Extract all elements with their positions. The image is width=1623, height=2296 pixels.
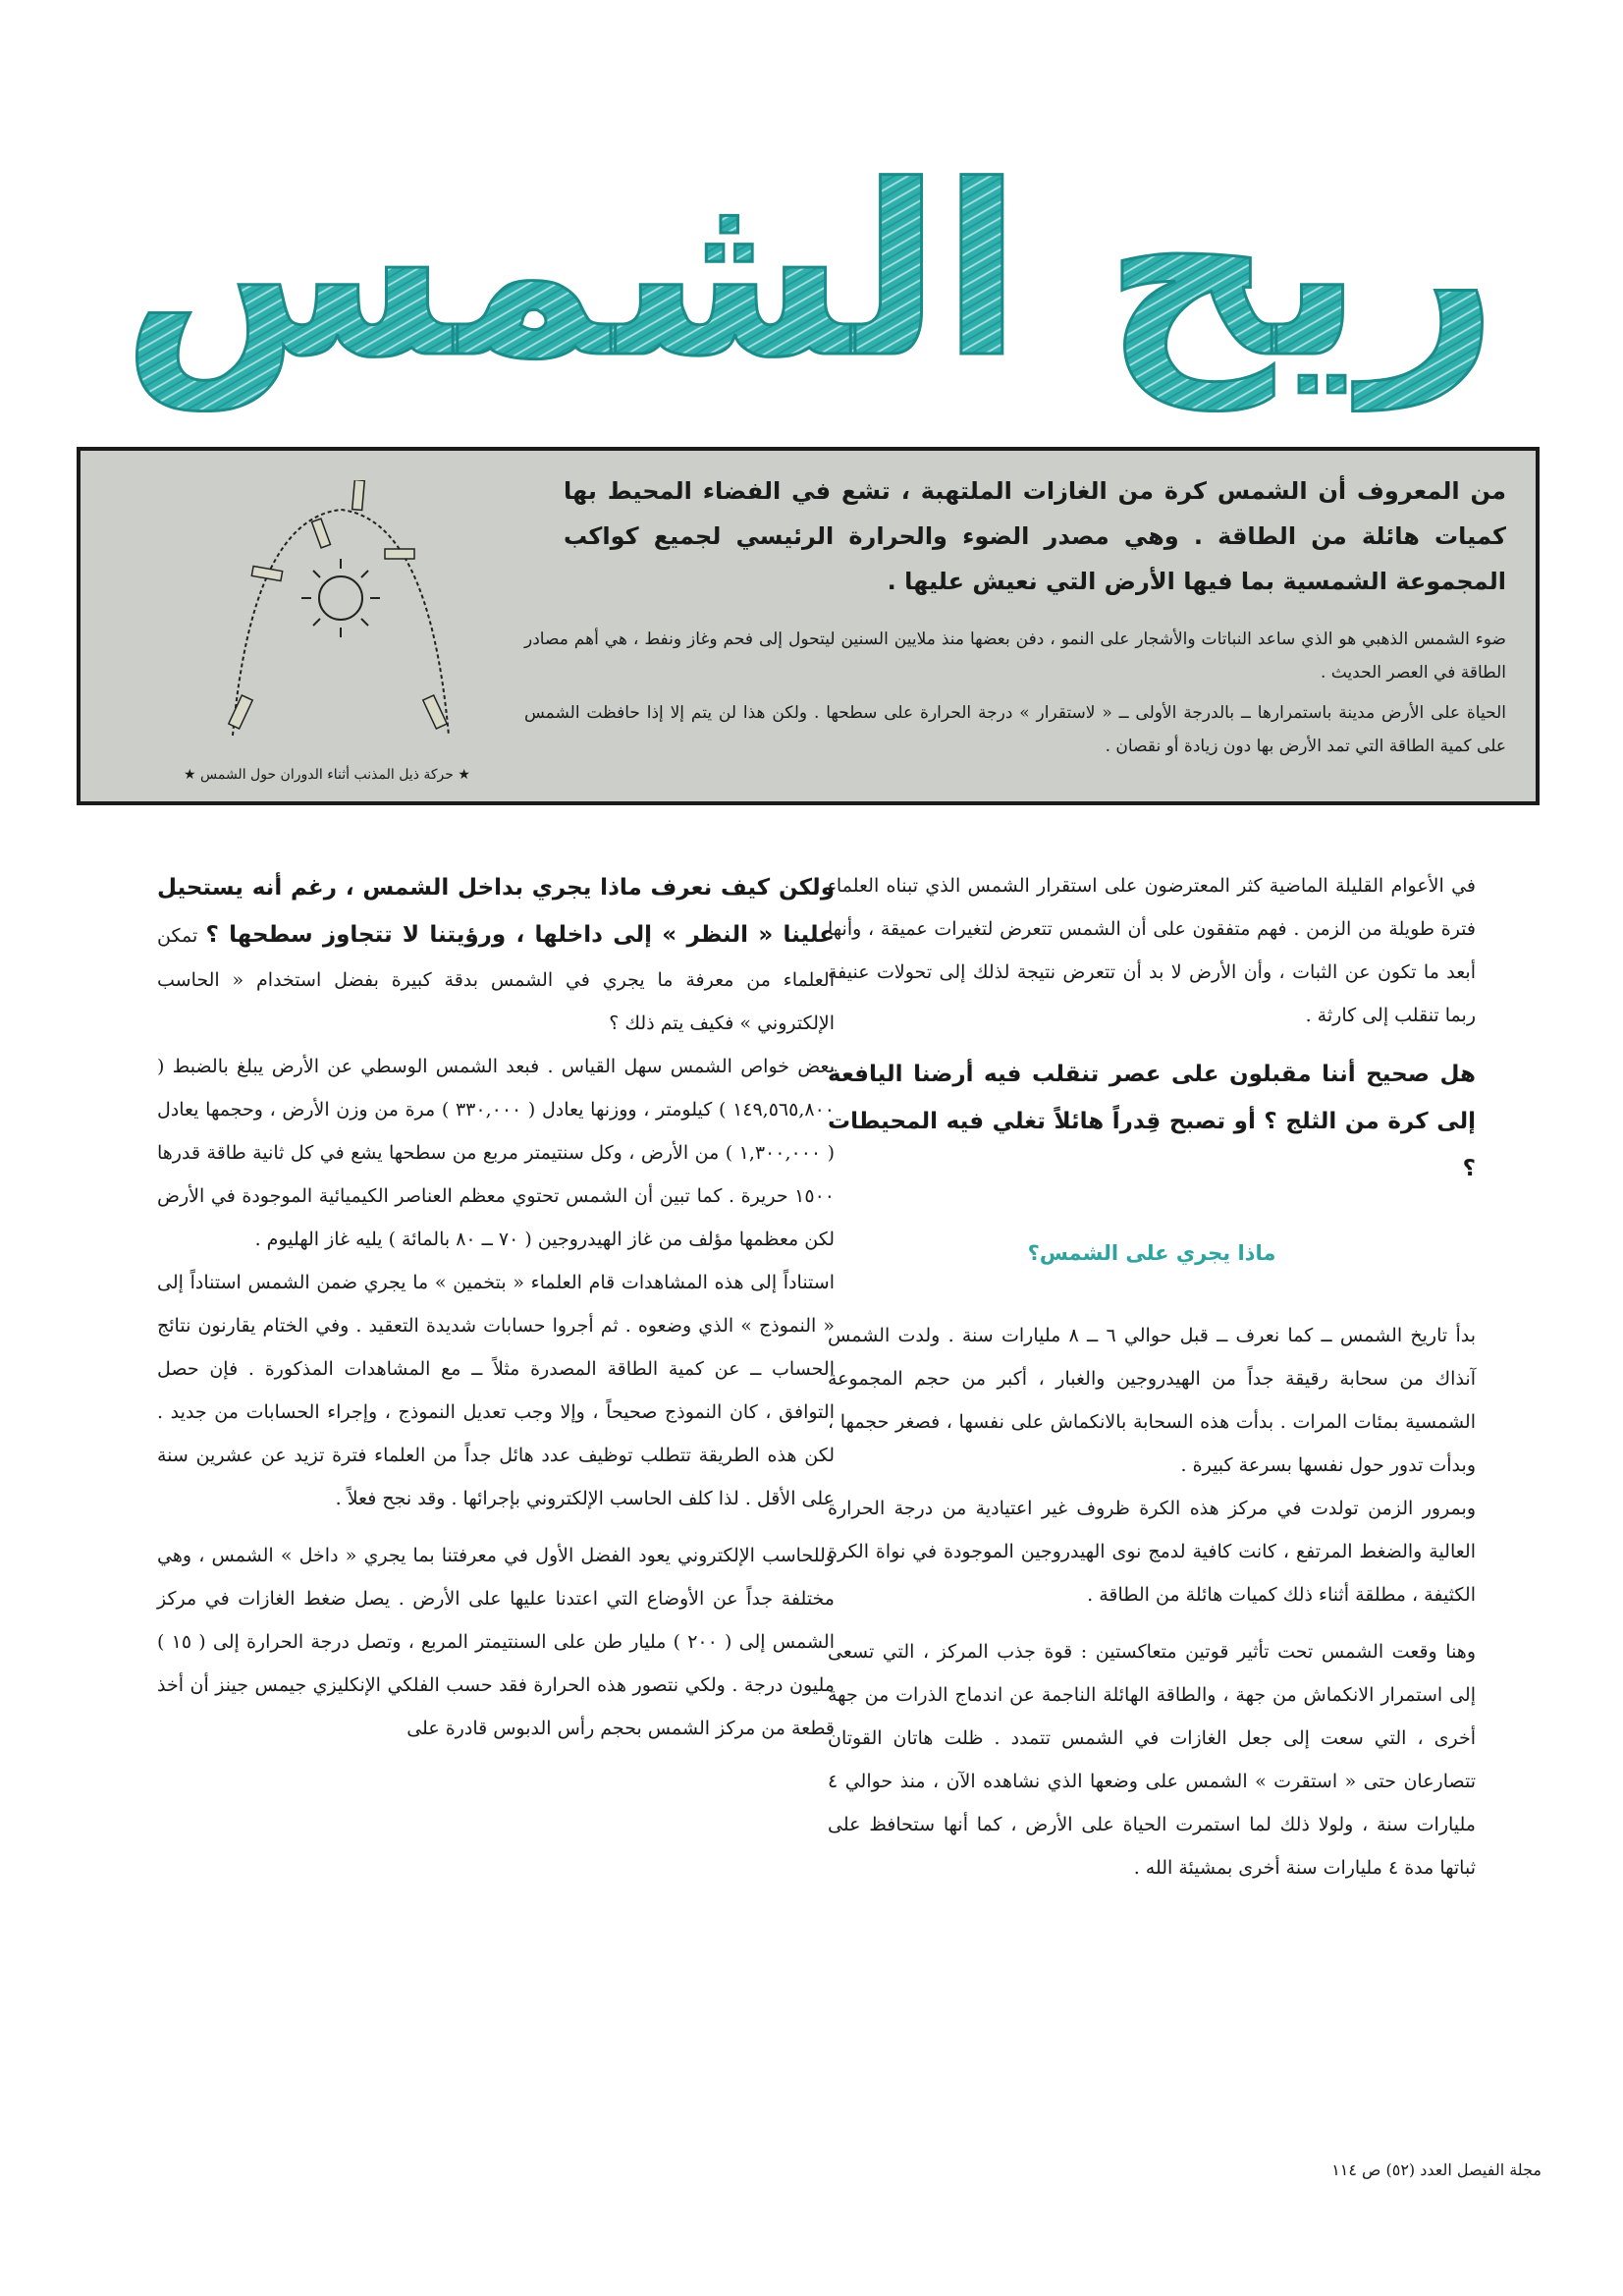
left-column [157, 864, 835, 1750]
page-footer: مجلة الفيصل العدد (٥٢) ص ١١٤ [1331, 2160, 1542, 2179]
figure-caption: ★ حركة ذيل المذنب أثناء الدوران حول الشمس ★ [184, 767, 470, 783]
intro-box [77, 447, 1540, 805]
sun-icon [319, 576, 362, 620]
title-text: ريح الشمس [122, 135, 1498, 410]
article-title [79, 128, 1542, 412]
right-column [828, 864, 1476, 1889]
comet-tails [229, 480, 447, 729]
left-lead-tail: تمكن العلماء من معرفة ما يجري في الشمس بدقة كبيرة بفضل استخدام « الحاسب الإلكتروني » فكيف يتم ذلك ؟ [157, 925, 835, 1034]
intro-paragraph-1: ضوء الشمس الذهبي هو الذي ساعد النباتات والأشجار على النمو ، دفن بعضها منذ ملايين السنين ليتحول إلى فحم وغاز ونفط ، هي أهم مصادر الطاقة في العصر الحديث . [524, 629, 1506, 683]
left-paragraph-2: استناداً إلى هذه المشاهدات قام العلماء « بتخمين » ما يجري ضمن الشمس استناداً إلى « النموذج » الذي وضعوه . ثم أجروا حسابات شديدة التعقيد . وفي الختام يقارنون نتائج الحساب ــ عن كمية الطاقة المصدرة مثلاً ــ مع المشاهدات المذكورة . فإن حصل التوافق ، كان النموذج صحيحاً ، وإلا وجب تعديل النموذج ، وإجراء الحسابات من جديد . لكن هذه الطريقة تتطلب توظيف عدد هائل جداً من العلماء فترة تزيد عن عشرين سنة على الأقل . لذا كلف الحاسب الإلكتروني بإجرائها . وقد نجح فعلاً . [157, 1272, 835, 1509]
comet-orbit-illustration [193, 480, 488, 745]
right-paragraph-1: في الأعوام القليلة الماضية كثر المعترضون على استقرار الشمس الذي تبناه العلماء فترة طويلة من الزمن . فهم متفقون على أن الشمس تتعرض لتغيرات عميقة ، وأنها أبعد ما تكون عن الثبات ، وأن الأرض لا بد أن تتعرض نتيجة لذلك إلى تحولات عنيفة ربما تنقلب إلى كارثة . [828, 875, 1476, 1026]
intro-lead: من المعروف أن الشمس كرة من الغازات الملتهبة ، تشع في الفضاء المحيط بها كميات هائلة من الطاقة . وهي مصدر الضوء والحرارة الرئيسي لجميع كواكب المجموعة الشمسية بما فيها الأرض التي نعيش عليها . [564, 477, 1506, 595]
right-paragraph-3: وبمرور الزمن تولدت في مركز هذه الكرة ظروف غير اعتيادية من درجة الحرارة العالية والضغط المرتفع ، كانت كافية لدمج نوى الهيدروجين الموجودة في نواة الكرة الكثيفة ، مطلقة أثناء ذلك كميات هائلة من الطاقة . [828, 1498, 1476, 1606]
left-lead-question: ولكن كيف نعرف ماذا يجري بداخل الشمس ، رغم أنه يستحيل علينا « النظر » إلى داخلها ، ورؤيتنا لا تتجاوز سطحها ؟ [157, 875, 835, 948]
title-graphic [79, 128, 1542, 412]
left-paragraph-1: بعض خواص الشمس سهل القياس . فبعد الشمس الوسطي عن الأرض يبلغ بالضبط ( ١٤٩,٥٦٥,٨٠٠ ) كيلومتر ، ووزنها يعادل ( ٣٣٠,٠٠٠ ) مرة من وزن الأرض ، وحجمها يعادل ( ١,٣٠٠,٠٠٠ ) من الأرض ، وكل سنتيمتر مربع من سطحها يشع في كل ثانية طاقة قدرها ١٥٠٠ حريرة . كما تبين أن الشمس تحتوي معظم العناصر الكيميائية الموجودة في الأرض لكن معظمها مؤلف من غاز الهيدروجين ( ٧٠ ــ ٨٠ بالمائة ) يليه غاز الهليوم . [157, 1056, 836, 1250]
right-paragraph-2: بدأ تاريخ الشمس ــ كما نعرف ــ قبل حوالي ٦ ــ ٨ مليارات سنة . ولدت الشمس آنذاك من سحابة رقيقة جداً من الهيدروجين والغبار ، أكبر من حجم المجموعة الشمسية بمئات المرات . بدأت هذه السحابة بالانكماش على نفسها ، فصغر حجمها ، وبدأت تدور حول نفسها بسرعة كبيرة . [828, 1325, 1476, 1476]
right-paragraph-4: وهنا وقعت الشمس تحت تأثير قوتين متعاكستين : قوة جذب المركز ، التي تسعى إلى استمرار الانكماش من جهة ، والطاقة الهائلة الناجمة عن اندماج الذرات من جهة أخرى ، التي سعت إلى جعل الغازات في الشمس تتمدد . ظلت هاتان القوتان تتصارعان حتى « استقرت » الشمس على وضعها الذي نشاهده الآن ، منذ حوالي ٤ مليارات سنة ، ولولا ذلك لما استمرت الحياة على الأرض ، كما أنها ستحافظ على ثباتها مدة ٤ مليارات سنة أخرى بمشيئة الله . [828, 1641, 1476, 1879]
left-paragraph-3: وللحاسب الإلكتروني يعود الفضل الأول في معرفتنا بما يجري « داخل » الشمس ، وهي مختلفة جداً عن الأوضاع التي اعتدنا عليها على الأرض . يصل ضغط الغازات في مركز الشمس إلى ( ٢٠٠ ) مليار طن على السنتيمتر المربع ، وتصل درجة الحرارة إلى ( ١٥ ) مليون درجة . ولكي نتصور هذه الحرارة فقد حسب الفلكي الإنكليزي جيمس جينز أن أخذ قطعة من مركز الشمس بحجم رأس الدبوس قادرة على [157, 1545, 835, 1739]
question-highlight: هل صحيح أننا مقبلون على عصر تنقلب فيه أرضنا اليافعة إلى كرة من الثلج ؟ أو تصبح قِدراً هائلاً تغلي فيه المحيطات ؟ [828, 1062, 1476, 1181]
section-subhead: ماذا يجري على الشمس؟ [1027, 1241, 1276, 1265]
intro-paragraph-2: الحياة على الأرض مدينة باستمرارها ــ بالدرجة الأولى ــ « لاستقرار » درجة الحرارة على سطحها . ولكن هذا لن يتم إلا إذا حافظت الشمس على كمية الطاقة التي تمد الأرض بها دون زيادة أو نقصان . [524, 703, 1506, 756]
